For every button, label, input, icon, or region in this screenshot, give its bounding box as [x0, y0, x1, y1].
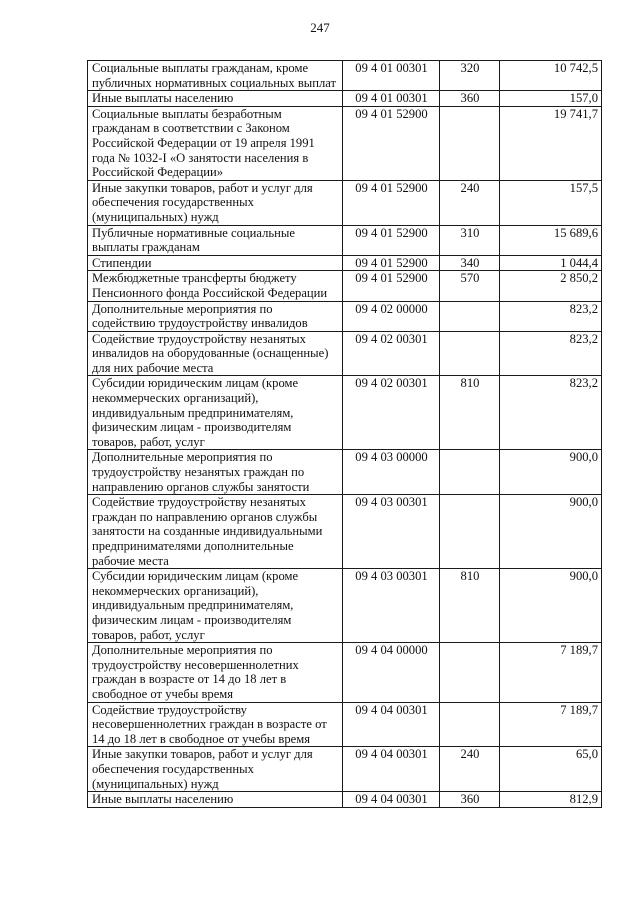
page-number: 247 — [310, 20, 330, 35]
table-row — [88, 643, 602, 702]
row-code-cell: 09 4 03 00301 — [343, 569, 440, 643]
row-name-cell: Стипендии — [88, 255, 343, 271]
row-code-cell: 09 4 01 52900 — [343, 180, 440, 225]
row-name-cell: Социальные выплаты гражданам, кроме публичных нормативных социальных выплат — [88, 61, 343, 91]
row-sum-cell: 900,0 — [500, 569, 602, 643]
row-type-cell: 810 — [440, 376, 500, 450]
row-code-cell: 09 4 04 00301 — [343, 747, 440, 792]
row-type-cell: 320 — [440, 61, 500, 91]
row-sum-cell: 65,0 — [500, 747, 602, 792]
row-name-cell: Содействие трудоустройству незанятых инвалидов на оборудованные (оснащенные) для них рабочие места — [88, 331, 343, 376]
row-sum-cell: 823,2 — [500, 301, 602, 331]
table-row — [88, 91, 602, 107]
table-row — [88, 106, 602, 180]
row-name-cell: Иные закупки товаров, работ и услуг для обеспечения государственных (муниципальных) нужд — [88, 747, 343, 792]
row-sum-cell: 900,0 — [500, 450, 602, 495]
row-code-cell: 09 4 02 00301 — [343, 331, 440, 376]
row-code-cell: 09 4 01 00301 — [343, 61, 440, 91]
table-row — [88, 225, 602, 255]
row-type-cell: 570 — [440, 271, 500, 301]
row-type-cell: 340 — [440, 255, 500, 271]
table-row — [88, 702, 602, 747]
row-code-cell: 09 4 04 00000 — [343, 643, 440, 702]
table-row — [88, 271, 602, 301]
row-type-cell — [440, 702, 500, 747]
row-sum-cell: 15 689,6 — [500, 225, 602, 255]
row-sum-cell: 10 742,5 — [500, 61, 602, 91]
row-type-cell: 360 — [440, 91, 500, 107]
table-row — [88, 495, 602, 569]
row-code-cell: 09 4 04 00301 — [343, 702, 440, 747]
row-code-cell: 09 4 01 52900 — [343, 255, 440, 271]
table-row — [88, 331, 602, 376]
row-sum-cell: 157,5 — [500, 180, 602, 225]
table-row — [88, 747, 602, 792]
row-sum-cell: 823,2 — [500, 331, 602, 376]
row-type-cell — [440, 643, 500, 702]
row-sum-cell: 7 189,7 — [500, 702, 602, 747]
row-type-cell — [440, 495, 500, 569]
row-code-cell: 09 4 02 00301 — [343, 376, 440, 450]
table-row — [88, 569, 602, 643]
row-name-cell: Содействие трудоустройству несовершеннолетних граждан в возрасте от 14 до 18 лет в свободное от учебы время — [88, 702, 343, 747]
row-sum-cell: 157,0 — [500, 91, 602, 107]
row-code-cell: 09 4 01 52900 — [343, 271, 440, 301]
table-row — [88, 376, 602, 450]
row-code-cell: 09 4 02 00000 — [343, 301, 440, 331]
row-code-cell: 09 4 03 00000 — [343, 450, 440, 495]
row-type-cell — [440, 450, 500, 495]
row-name-cell: Иные выплаты населению — [88, 792, 343, 808]
table-row — [88, 450, 602, 495]
row-sum-cell: 900,0 — [500, 495, 602, 569]
row-name-cell: Дополнительные мероприятия по содействию трудоустройству инвалидов — [88, 301, 343, 331]
row-name-cell: Субсидии юридическим лицам (кроме некоммерческих организаций), индивидуальным предпринимателям, физическим лицам - производителям товаров, работ, услуг — [88, 376, 343, 450]
table-row — [88, 180, 602, 225]
row-name-cell: Иные выплаты населению — [88, 91, 343, 107]
row-code-cell: 09 4 01 52900 — [343, 106, 440, 180]
row-name-cell: Субсидии юридическим лицам (кроме некоммерческих организаций), индивидуальным предпринимателям, физическим лицам - производителям товаров, работ, услуг — [88, 569, 343, 643]
row-type-cell: 810 — [440, 569, 500, 643]
table-row — [88, 792, 602, 808]
row-code-cell: 09 4 03 00301 — [343, 495, 440, 569]
row-type-cell: 360 — [440, 792, 500, 808]
row-code-cell: 09 4 01 52900 — [343, 225, 440, 255]
row-type-cell: 240 — [440, 747, 500, 792]
row-type-cell — [440, 106, 500, 180]
row-name-cell: Межбюджетные трансферты бюджету Пенсионного фонда Российской Федерации — [88, 271, 343, 301]
row-name-cell: Иные закупки товаров, работ и услуг для обеспечения государственных (муниципальных) нужд — [88, 180, 343, 225]
table-row — [88, 255, 602, 271]
budget-table — [87, 60, 602, 808]
row-name-cell: Содействие трудоустройству незанятых граждан по направлению органов службы занятости на созданные индивидуальными предпринимателями дополнительные рабочие места — [88, 495, 343, 569]
budget-table-body — [88, 61, 602, 808]
row-name-cell: Публичные нормативные социальные выплаты гражданам — [88, 225, 343, 255]
row-sum-cell: 7 189,7 — [500, 643, 602, 702]
row-sum-cell: 1 044,4 — [500, 255, 602, 271]
row-sum-cell: 19 741,7 — [500, 106, 602, 180]
row-name-cell: Дополнительные мероприятия по трудоустройству несовершеннолетних граждан в возрасте от 14 до 18 лет в свободное от учебы время — [88, 643, 343, 702]
row-code-cell: 09 4 01 00301 — [343, 91, 440, 107]
table-row — [88, 61, 602, 91]
row-sum-cell: 823,2 — [500, 376, 602, 450]
row-type-cell: 310 — [440, 225, 500, 255]
row-code-cell: 09 4 04 00301 — [343, 792, 440, 808]
row-type-cell: 240 — [440, 180, 500, 225]
row-sum-cell: 812,9 — [500, 792, 602, 808]
table-row — [88, 301, 602, 331]
row-type-cell — [440, 331, 500, 376]
row-sum-cell: 2 850,2 — [500, 271, 602, 301]
row-type-cell — [440, 301, 500, 331]
row-name-cell: Социальные выплаты безработным гражданам в соответствии с Законом Российской Федерации от 19 апреля 1991 года № 1032-I «О занятости населения в Российской Федерации» — [88, 106, 343, 180]
row-name-cell: Дополнительные мероприятия по трудоустройству незанятых граждан по направлению органов службы занятости — [88, 450, 343, 495]
